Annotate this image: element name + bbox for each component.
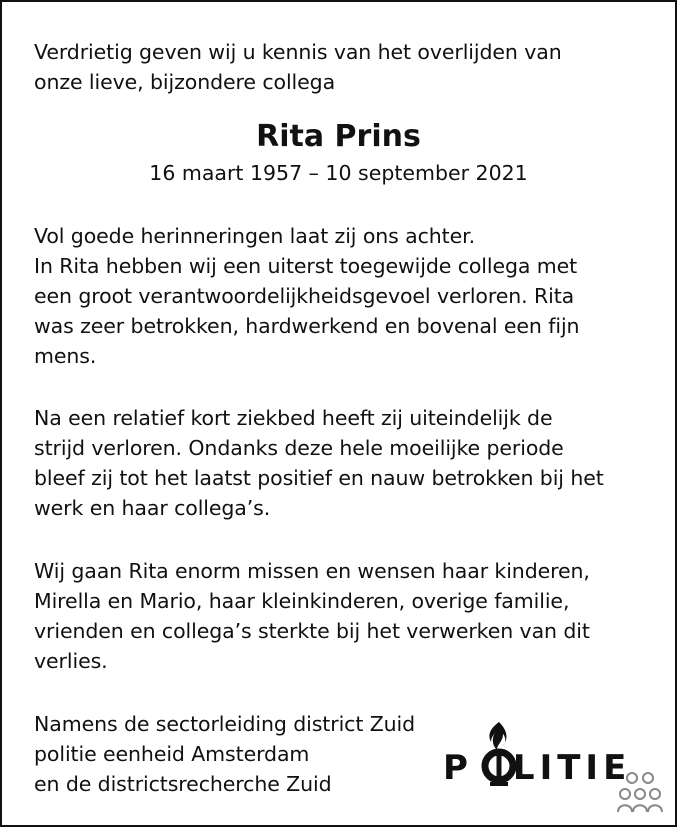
paragraph-condolences <box>34 556 590 676</box>
paragraph-line: In Rita hebben wij een uiterst toegewijde collega met <box>34 254 578 278</box>
police-emblem-icon <box>477 720 521 790</box>
paragraph-line: werk en haar collega’s. <box>34 496 271 520</box>
paragraph-illness <box>34 403 604 523</box>
wordmark-suffix: LITIE <box>512 748 632 788</box>
paragraph-line: Na een relatief kort ziekbed heeft zij uiteindelijk de <box>34 406 553 430</box>
paragraph-line: strijd verloren. Ondanks deze hele moeilijke periode <box>34 436 564 460</box>
paragraph-line: Mirella en Mario, haar kleinkinderen, overige familie, <box>34 589 570 613</box>
signature-line: Namens de sectorleiding district Zuid <box>34 712 416 736</box>
people-icon <box>615 770 665 814</box>
paragraph-line: was zeer betrokken, hardwerkend en bovenal een fijn <box>34 314 580 338</box>
paragraph-line: mens. <box>34 344 97 368</box>
life-dates: 16 maart 1957 – 10 september 2021 <box>149 161 528 185</box>
signature-block <box>34 709 415 799</box>
politie-wordmark <box>443 748 631 788</box>
signature-line: en de districtsrecherche Zuid <box>34 772 332 796</box>
paragraph-line: verlies. <box>34 649 108 673</box>
paragraph-line: vrienden en collega’s sterkte bij het verwerken van dit <box>34 619 590 643</box>
paragraph-line: een groot verantwoordelijkheidsgevoel verloren. Rita <box>34 284 575 308</box>
signature-line: politie eenheid Amsterdam <box>34 742 310 766</box>
intro-line: onze lieve, bijzondere collega <box>34 70 336 94</box>
intro-text <box>34 37 562 97</box>
deceased-name: Rita Prins <box>256 119 421 154</box>
politie-logo <box>443 718 673 818</box>
wordmark-prefix: P <box>443 748 473 788</box>
paragraph-line: bleef zij tot het laatst positief en nauw betrokken bij het <box>34 466 604 490</box>
paragraph-line: Vol goede herinneringen laat zij ons achter. <box>34 224 475 248</box>
intro-line: Verdrietig geven wij u kennis van het overlijden van <box>34 40 562 64</box>
paragraph-line: Wij gaan Rita enorm missen en wensen haar kinderen, <box>34 559 590 583</box>
paragraph-memories <box>34 221 579 371</box>
